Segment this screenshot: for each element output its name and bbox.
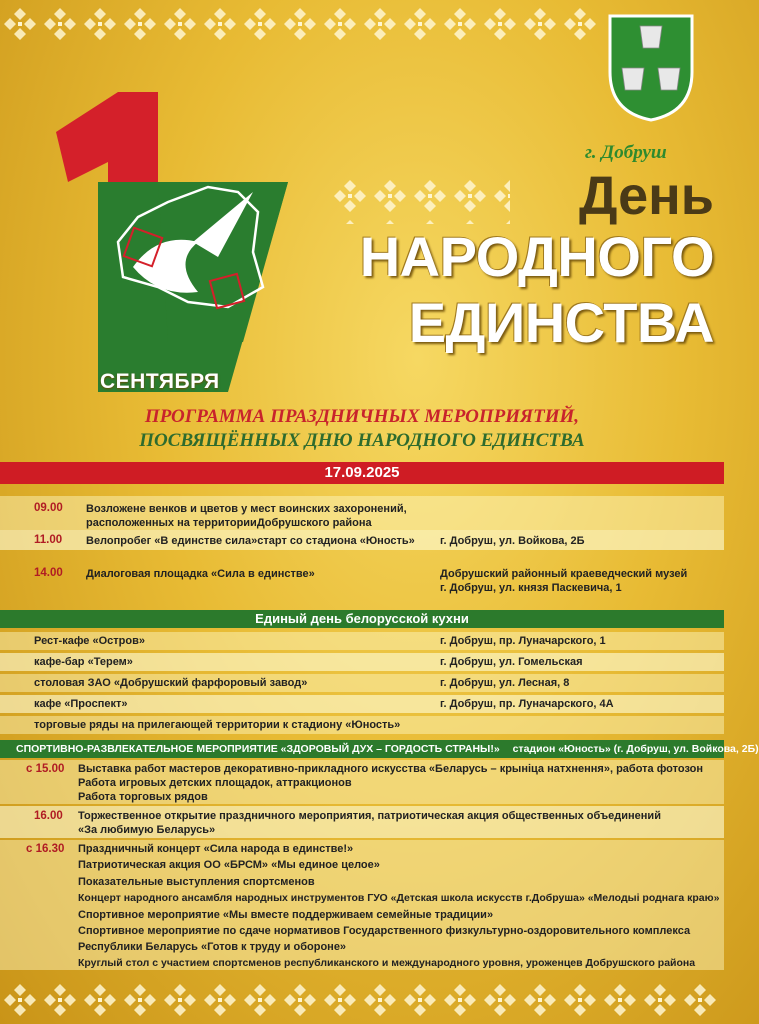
sport-item: Спортивное мероприятие по сдаче нормативов Государственного физкультурно-оздоровительного комплекса [78,925,691,937]
sport-time: с 15.00 [26,763,65,775]
event-text: расположенных на территорииДобрушского района [86,517,372,529]
cuisine-address: г. Добруш, пр. Луначарского, 4А [440,698,614,710]
event-text: Возложене венков и цветов у мест воинских захоронений, [86,503,407,515]
title-line-1: День [579,166,714,226]
day-logo-17 [48,92,308,392]
date-bar: 17.09.2025 [0,462,724,484]
sport-bar [0,740,759,758]
event-time: 09.00 [34,502,63,514]
event-place: г. Добруш, ул. князя Паскевича, 1 [440,582,622,594]
cuisine-place: кафе-бар «Терем» [34,656,133,668]
sport-title: СПОРТИВНО-РАЗВЛЕКАТЕЛЬНОЕ МЕРОПРИЯТИЕ «ЗДОРОВЫЙ ДУХ – ГОРДОСТЬ СТРАНЫ!» [16,743,500,755]
sport-item: Выставка работ мастеров декоративно-прикладного искусства «Беларусь – крыніца натхнення», работа фотозон [78,763,704,775]
event-time: 14.00 [34,567,63,579]
event-text: Велопробег «В единстве сила»старт со стадиона «Юность» [86,535,415,547]
cuisine-place: кафе «Проспект» [34,698,128,710]
sport-place: стадион «Юность» (г. Добруш, ул. Войкова, 2Б) [512,743,759,755]
title-line-2: НАРОДНОГО [359,225,714,288]
event-place: Добрушский районный краеведческий музей [440,568,688,580]
sport-item: Республики Беларусь «Готов к труду и обороне» [78,941,347,953]
cuisine-place: торговые ряды на прилегающей территории к стадиону «Юность» [34,719,401,731]
cuisine-bar: Единый день белорусской кухни [0,610,724,628]
sport-item: Работа торговых рядов [78,791,208,803]
sport-time: 16.00 [34,810,63,822]
program-heading [0,405,724,453]
sport-item: Концерт народного ансамбля народных инструментов ГУО «Детская школа искусств г.Добруша» «Мелодыі роднага краю» [78,892,720,904]
cuisine-place: Рест-кафе «Остров» [34,635,145,647]
program-line-2: ПОСВЯЩЁННЫХ ДНЮ НАРОДНОГО ЕДИНСТВА [139,430,585,451]
title-line-3: ЕДИНСТВА [408,291,714,354]
sport-item: Спортивное мероприятие «Мы вместе поддерживаем семейные традиции» [78,909,494,921]
sport-item: Торжественное открытие праздничного мероприятия, патриотическая акция общественных объединений [78,810,661,822]
cuisine-address: г. Добруш, ул. Гомельская [440,656,583,668]
event-title [324,168,714,356]
logo-month: СЕНТЯБРЯ [100,370,220,393]
dobrush-coat-of-arms [606,12,696,122]
event-time: 11.00 [34,534,63,546]
program-line-1: ПРОГРАММА ПРАЗДНИЧНЫХ МЕРОПРИЯТИЙ, [144,406,580,427]
sport-item: Показательные выступления спортсменов [78,876,315,888]
sport-item: Круглый стол с участием спортсменов республиканского и международного уровня, уроженцев Добрушского района [78,957,696,969]
sport-item: Праздничный концерт «Сила народа в единстве!» [78,843,354,855]
ornament-band-bottom [0,980,724,1020]
sport-time: с 16.30 [26,843,65,855]
cuisine-place: столовая ЗАО «Добрушский фарфоровый завод» [34,677,308,689]
city-name: г. Добруш [585,142,667,163]
sport-item: Патриотическая акция ОО «БРСМ» «Мы единое целое» [78,859,380,871]
event-place: г. Добруш, ул. Войкова, 2Б [440,535,585,547]
cuisine-address: г. Добруш, ул. Лесная, 8 [440,677,570,689]
sport-item: Работа игровых детских площадок, аттракционов [78,777,352,789]
event-text: Диалоговая площадка «Сила в единстве» [86,568,315,580]
sport-item: «За любимую Беларусь» [78,824,216,836]
cuisine-address: г. Добруш, пр. Луначарского, 1 [440,635,606,647]
